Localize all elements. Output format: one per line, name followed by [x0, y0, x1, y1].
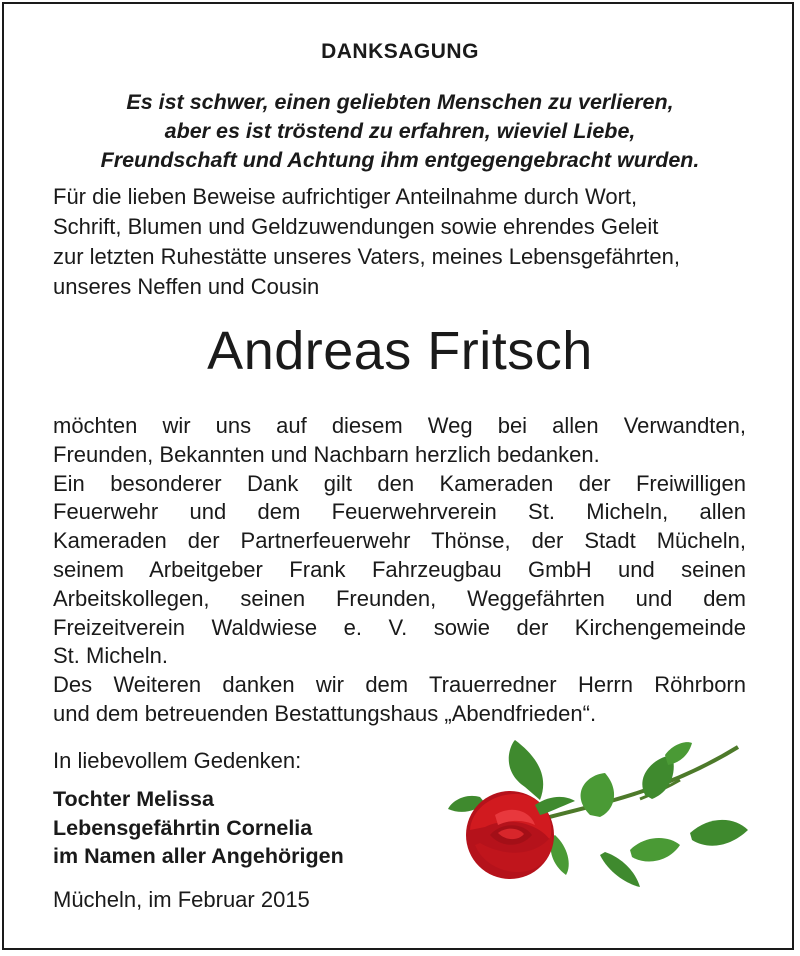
signer-name: Tochter Melissa	[53, 787, 214, 811]
motto-quote	[0, 88, 800, 175]
motto-line: Es ist schwer, einen geliebten Menschen zu verlieren,	[126, 90, 674, 114]
thanks-line: Feuerwehr und dem Feuerwehrverein St. Micheln, allen	[53, 499, 746, 525]
thanks-paragraph	[53, 412, 746, 729]
thanks-line: Kameraden der Partnerfeuerwehr Thönse, der Stadt Mücheln,	[53, 528, 746, 554]
intro-line: unseres Neffen und Cousin	[53, 274, 320, 299]
thanks-line: Arbeitskollegen, seinen Freunden, Weggefährten und dem	[53, 585, 746, 611]
motto-line: aber es ist tröstend zu erfahren, wieviel Liebe,	[164, 119, 636, 143]
thanks-line: und dem betreuenden Bestattungshaus „Abendfrieden“.	[53, 700, 597, 726]
signers-block	[53, 785, 344, 871]
thanks-line: Freunden, Bekannten und Nachbarn herzlich bedanken.	[53, 441, 600, 467]
thanks-line: seinem Arbeitgeber Frank Fahrzeugbau GmbH und seinen	[53, 556, 746, 582]
thanks-line: Freizeitverein Waldwiese e. V. sowie der Kirchengemeinde	[53, 614, 746, 640]
thanks-line: Des Weiteren danken wir dem Trauerredner Herrn Röhrborn	[53, 672, 746, 698]
notice-heading: DANKSAGUNG	[321, 40, 479, 63]
intro-line: zur letzten Ruhestätte unseres Vaters, meines Lebensgefährten,	[53, 244, 680, 269]
thanks-line: St. Micheln.	[53, 643, 168, 669]
rose-image	[440, 735, 760, 900]
thanks-line: Ein besonderer Dank gilt den Kameraden der Freiwilligen	[53, 470, 746, 496]
intro-line: Für die lieben Beweise aufrichtiger Anteilnahme durch Wort,	[53, 184, 638, 209]
signer-name: im Namen aller Angehörigen	[53, 844, 344, 868]
thanks-line: möchten wir uns auf diesem Weg bei allen Verwandten,	[53, 413, 746, 438]
signer-name: Lebensgefährtin Cornelia	[53, 815, 313, 840]
intro-line: Schrift, Blumen und Geldzuwendungen sowie ehrendes Geleit	[53, 214, 659, 239]
motto-line: Freundschaft und Achtung ihm entgegengebracht wurden.	[100, 148, 700, 172]
intro-paragraph	[53, 182, 753, 302]
place-date: Mücheln, im Februar 2015	[53, 887, 310, 912]
memory-line: In liebevollem Gedenken:	[53, 748, 302, 773]
deceased-name: Andreas Fritsch	[207, 321, 593, 381]
